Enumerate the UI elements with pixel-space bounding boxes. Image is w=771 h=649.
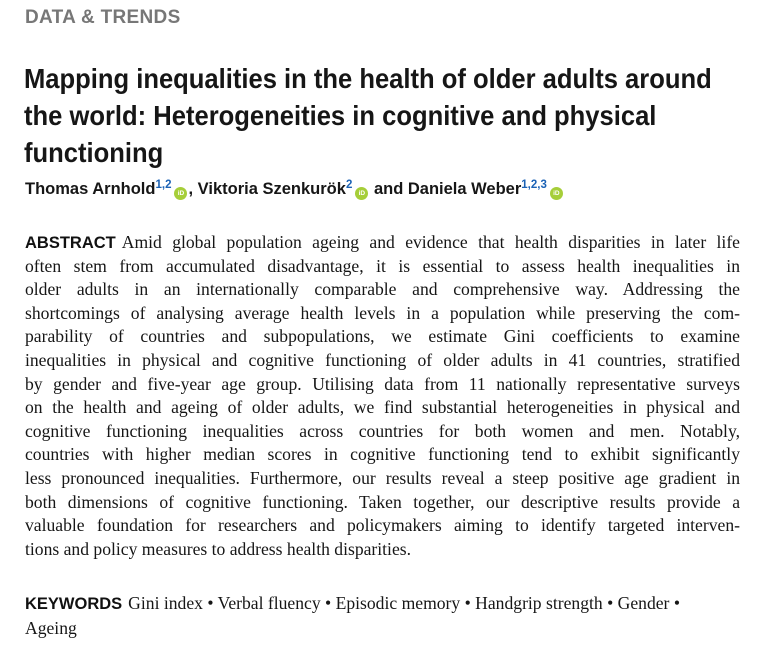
orcid-icon[interactable]: iD bbox=[174, 187, 187, 200]
abstract-line: less pronounced inequalities. Furthermore, our results reveal a steep positive age gradient in bbox=[25, 467, 740, 488]
author-affiliation[interactable]: 1,2,3 bbox=[521, 179, 547, 191]
keywords-text: Gini index • Verbal fluency • Episodic memory • Handgrip strength • Gender • bbox=[128, 593, 680, 613]
title-line: Mapping inequalities in the health of older adults around bbox=[24, 63, 712, 94]
keywords-heading: KEYWORDS bbox=[25, 595, 123, 613]
abstract-text: Amid global population ageing and evidence that health disparities in later life bbox=[121, 232, 740, 252]
abstract-line: often stem from accumulated disadvantage, it is essential to assess health inequalities in bbox=[25, 255, 740, 276]
author-list bbox=[25, 180, 564, 200]
abstract-line: tions and policy measures to address health disparities. bbox=[25, 538, 411, 559]
abstract-line: on the health and ageing of older adults, we find substantial heterogeneities in physical and bbox=[25, 397, 740, 418]
abstract-line bbox=[25, 231, 740, 255]
author-name[interactable]: Viktoria Szenkurök bbox=[197, 180, 346, 198]
article-title bbox=[24, 60, 712, 171]
abstract-line: cognitive functioning inequalities across countries for both women and men. Notably, bbox=[25, 420, 740, 441]
author-name[interactable]: Daniela Weber bbox=[407, 180, 522, 198]
abstract-line: countries with higher median scores in cognitive functioning tend to exhibit significantly bbox=[25, 444, 740, 465]
abstract-line: inequalities in physical and cognitive functioning of older adults in 41 countries, stratified bbox=[25, 349, 740, 370]
abstract-line: shortcomings of analysing average health levels in a population while preserving the com- bbox=[25, 302, 740, 323]
author-separator: , bbox=[188, 180, 194, 198]
section-label: DATA & TRENDS bbox=[25, 7, 181, 28]
orcid-icon[interactable]: iD bbox=[550, 187, 563, 200]
author-separator: and bbox=[373, 180, 404, 198]
keywords-line bbox=[25, 592, 740, 617]
abstract-heading: ABSTRACT bbox=[25, 234, 116, 252]
abstract-line: by gender and five-year age group. Utilising data from 11 nationally representative surveys bbox=[25, 373, 740, 394]
abstract-line: valuable foundation for researchers and policymakers aiming to identify targeted interven- bbox=[25, 515, 740, 536]
author-name[interactable]: Thomas Arnhold bbox=[25, 180, 156, 198]
title-line: functioning bbox=[24, 137, 164, 168]
abstract bbox=[25, 231, 740, 561]
abstract-line: older adults in an internationally comparable and comprehensive way. Addressing the bbox=[25, 279, 740, 300]
title-line: the world: Heterogeneities in cognitive and physical bbox=[24, 100, 657, 131]
author-affiliation[interactable]: 2 bbox=[345, 179, 353, 191]
abstract-line: both dimensions of cognitive functioning. Taken together, our descriptive results provide a bbox=[25, 491, 740, 512]
keywords bbox=[25, 592, 740, 640]
keywords-line: Ageing bbox=[25, 617, 77, 638]
author-affiliation[interactable]: 1,2 bbox=[155, 179, 172, 191]
abstract-line: parability of countries and subpopulations, we estimate Gini coefficients to examine bbox=[25, 326, 740, 347]
orcid-icon[interactable]: iD bbox=[355, 187, 368, 200]
